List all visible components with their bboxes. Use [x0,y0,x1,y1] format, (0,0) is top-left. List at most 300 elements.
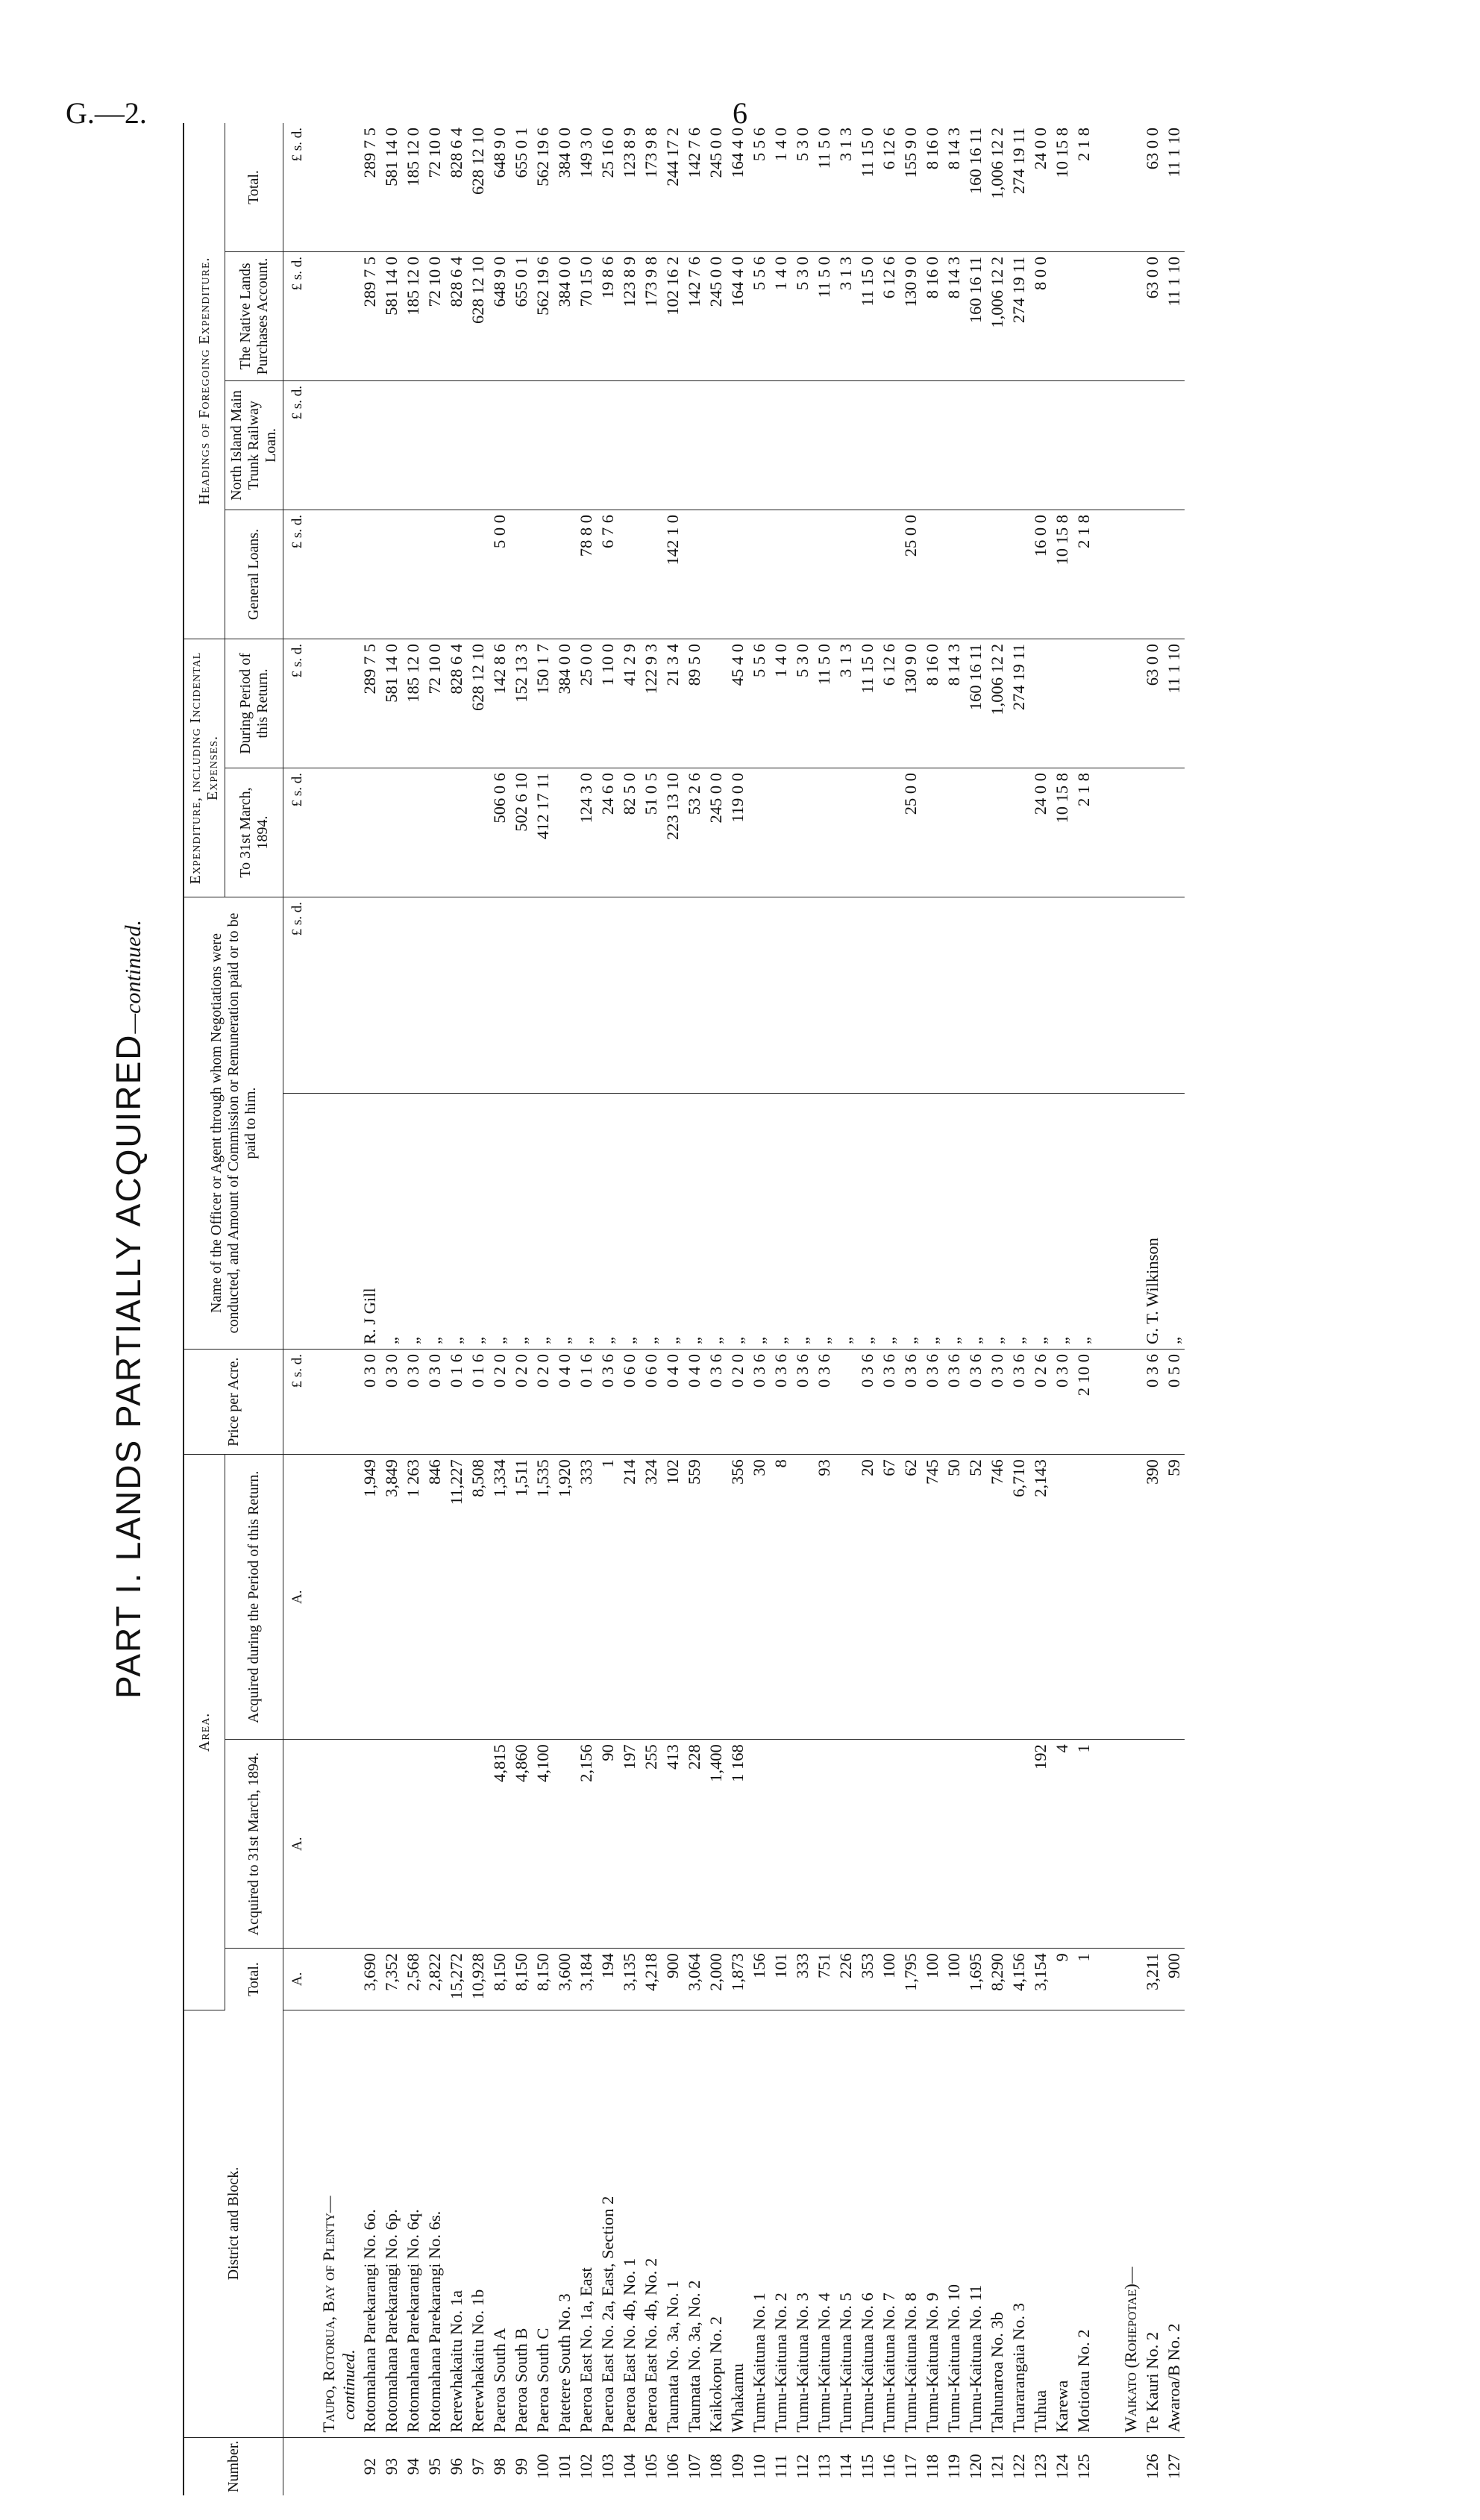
native-lands-account: 274 19 11 [1008,252,1029,381]
row-number: 107 [685,2454,703,2480]
agent-name: „ [1008,1094,1029,1350]
commission [532,897,554,1094]
row-number: 113 [815,2454,833,2479]
commission [705,897,727,1094]
total-expenditure: 123 8 9 [618,123,640,252]
general-loans [943,510,965,639]
commission [683,897,705,1094]
total-expenditure: 72 10 0 [424,123,445,252]
general-loans [986,510,1008,639]
block-name: Paeroa East No. 1a, East [575,2010,597,2437]
commission [445,897,467,1094]
col-general-loans: General Loans. [225,510,283,639]
agent-name: „ [965,1094,986,1350]
total-expenditure: 160 16 11 [965,123,986,252]
commission [791,897,813,1094]
total-expenditure: 1,006 12 2 [986,123,1008,252]
commission [618,897,640,1094]
table-row [618,123,640,2495]
north-island-loan [402,381,424,510]
acquired-period: 1,334 [489,1455,510,1740]
acquired-period: 1 [597,1455,618,1740]
area-total: 9 [1051,1949,1073,2010]
page-number: 6 [733,96,747,130]
block-name: Tumu-Kaituna No. 8 [900,2010,921,2437]
exp-to-1894 [878,768,900,897]
acquired-period: 356 [727,1455,748,1740]
row-number: 102 [577,2454,595,2480]
native-lands-account: 11 1 10 [1163,252,1185,381]
exp-period [1051,639,1073,768]
exp-to-1894: 119 0 0 [727,768,748,897]
price-per-acre: 0 3 6 [597,1350,618,1455]
price-per-acre: 0 3 6 [856,1350,878,1455]
total-expenditure: 274 19 11 [1008,123,1029,252]
row-number: 104 [620,2454,639,2480]
acquired-before [1141,1740,1163,1949]
native-lands-account: 5 3 0 [791,252,813,381]
unit: £ s. d. [283,1350,319,1455]
acquired-period: 102 [662,1455,683,1740]
north-island-loan [1008,381,1029,510]
exp-to-1894: 2 1 8 [1073,768,1094,897]
agent-name: „ [835,1094,856,1350]
table-row [986,123,1008,2495]
acquired-before: 4,815 [489,1740,510,1949]
agent-name: „ [424,1094,445,1350]
north-island-loan [878,381,900,510]
agent-name: „ [770,1094,791,1350]
exp-period: 160 16 11 [965,639,986,768]
block-name: Whakamu [727,2010,748,2437]
exp-to-1894 [856,768,878,897]
general-loans [402,510,424,639]
north-island-loan [943,381,965,510]
general-loans [921,510,943,639]
area-total: 4,218 [640,1949,662,2010]
table-row [554,123,575,2495]
exp-to-1894: 245 0 0 [705,768,727,897]
native-lands-account: 289 7 5 [359,252,380,381]
table-row [380,123,402,2495]
table-row [683,123,705,2495]
acquired-period: 1,535 [532,1455,554,1740]
commission [597,897,618,1094]
acquired-before: 413 [662,1740,683,1949]
block-name: Tumu-Kaituna No. 4 [813,2010,835,2437]
agent-name: „ [1073,1094,1094,1350]
row-number: 125 [1074,2454,1093,2480]
block-name: Te Kauri No. 2 [1141,2010,1163,2437]
area-total: 101 [770,1949,791,2010]
exp-to-1894 [791,768,813,897]
price-per-acre: 0 1 6 [445,1350,467,1455]
exp-to-1894 [748,768,770,897]
price-per-acre: 0 6 0 [640,1350,662,1455]
price-per-acre: 0 3 6 [943,1350,965,1455]
exp-to-1894 [380,768,402,897]
col-price: Price per Acre. [184,1350,283,1455]
block-name: Kaikokopu No. 2 [705,2010,727,2437]
row-number: 109 [728,2454,747,2480]
col-exp-period: During Period of this Return. [225,639,283,768]
area-total: 194 [597,1949,618,2010]
acquired-before [424,1740,445,1949]
col-native-lands: The Native Lands Purchases Account. [225,252,283,381]
block-name: Tumu-Kaituna No. 10 [943,2010,965,2437]
col-expenditure: Expenditure, including Incidental Expenses. [184,639,225,897]
acquired-before [943,1740,965,1949]
col-acq-before: Acquired to 31st March, 1894. [225,1740,283,1949]
acquired-before [1163,1740,1185,1949]
col-area: Area. [184,1455,225,2010]
acquired-before: 197 [618,1740,640,1949]
units-row [283,123,319,2495]
row-number: 106 [663,2454,682,2480]
price-per-acre: 0 2 0 [727,1350,748,1455]
acquired-before [878,1740,900,1949]
acquired-period: 1,920 [554,1455,575,1740]
row-number: 95 [425,2458,444,2475]
exp-to-1894: 412 17 11 [532,768,554,897]
price-per-acre: 0 3 6 [748,1350,770,1455]
acquired-before [402,1740,424,1949]
commission [727,897,748,1094]
exp-period: 581 14 0 [380,639,402,768]
block-name: Paeroa East No. 2a, East, Section 2 [597,2010,618,2437]
area-total: 8,290 [986,1949,1008,2010]
general-loans [727,510,748,639]
exp-to-1894: 506 0 6 [489,768,510,897]
exp-to-1894 [943,768,965,897]
total-expenditure: 581 14 0 [380,123,402,252]
acquired-period [705,1455,727,1740]
total-expenditure: 25 16 0 [597,123,618,252]
commission [986,897,1008,1094]
exp-to-1894 [986,768,1008,897]
total-expenditure: 828 6 4 [445,123,467,252]
price-per-acre [835,1350,856,1455]
commission [900,897,921,1094]
col-acq-period: Acquired during the Period of this Return. [225,1455,283,1740]
north-island-loan [791,381,813,510]
north-island-loan [986,381,1008,510]
acquired-period: 30 [748,1455,770,1740]
area-total: 226 [835,1949,856,2010]
general-loans: 2 1 8 [1073,510,1094,639]
exp-to-1894 [424,768,445,897]
acquired-period: 93 [813,1455,835,1740]
row-number: 111 [771,2454,790,2479]
area-total: 15,272 [445,1949,467,2010]
unit: £ s. d. [283,768,319,897]
table-row [445,123,467,2495]
commission [510,897,532,1094]
table-row [1141,123,1163,2495]
north-island-loan [727,381,748,510]
agent-name: G. T. Wilkinson [1141,1094,1163,1350]
acquired-before [965,1740,986,1949]
native-lands-account: 3 1 3 [835,252,856,381]
native-lands-account: 11 15 0 [856,252,878,381]
table-row [727,123,748,2495]
north-island-loan [1051,381,1073,510]
total-expenditure: 1 4 0 [770,123,791,252]
general-loans [748,510,770,639]
exp-to-1894: 124 3 0 [575,768,597,897]
acquired-before [835,1740,856,1949]
north-island-loan [467,381,489,510]
block-name: Rerewhakaitu No. 1b [467,2010,489,2437]
general-loans [791,510,813,639]
table-row [1008,123,1029,2495]
native-lands-account: 1 4 0 [770,252,791,381]
north-island-loan [1029,381,1051,510]
rotated-page [108,123,1406,2495]
exp-period: 828 6 4 [445,639,467,768]
table-row [856,123,878,2495]
row-number: 118 [923,2454,941,2479]
exp-period: 130 9 0 [900,639,921,768]
acquired-before: 90 [597,1740,618,1949]
acquired-before [900,1740,921,1949]
block-name: Karewa [1051,2010,1073,2437]
price-per-acre: 0 3 6 [900,1350,921,1455]
block-name: Paeroa East No. 4b, No. 2 [640,2010,662,2437]
general-loans [640,510,662,639]
north-island-loan [900,381,921,510]
north-island-loan [618,381,640,510]
area-total: 8,150 [510,1949,532,2010]
total-expenditure: 384 0 0 [554,123,575,252]
commission [662,897,683,1094]
north-island-loan [770,381,791,510]
native-lands-account: 11 5 0 [813,252,835,381]
agent-name: „ [532,1094,554,1350]
table-row [640,123,662,2495]
general-loans [835,510,856,639]
price-per-acre: 0 1 6 [575,1350,597,1455]
north-island-loan [835,381,856,510]
total-expenditure: 149 3 0 [575,123,597,252]
exp-period: 1 4 0 [770,639,791,768]
agent-name: „ [813,1094,835,1350]
north-island-loan [705,381,727,510]
exp-to-1894: 24 6 0 [597,768,618,897]
exp-to-1894: 82 5 0 [618,768,640,897]
table-row [402,123,424,2495]
price-per-acre: 0 3 0 [1051,1350,1073,1455]
exp-to-1894: 223 13 10 [662,768,683,897]
table-row [575,123,597,2495]
total-expenditure: 24 0 0 [1029,123,1051,252]
north-island-loan [683,381,705,510]
agent-name: „ [575,1094,597,1350]
exp-period [705,639,727,768]
commission [943,897,965,1094]
area-total: 3,064 [683,1949,705,2010]
acquired-before [791,1740,813,1949]
area-total: 8,150 [532,1949,554,2010]
exp-period: 122 9 3 [640,639,662,768]
commission [748,897,770,1094]
exp-period: 289 7 5 [359,639,380,768]
agent-name: „ [662,1094,683,1350]
table-row [748,123,770,2495]
general-loans [424,510,445,639]
native-lands-account: 655 0 1 [510,252,532,381]
native-lands-account: 6 12 6 [878,252,900,381]
block-name: Awaroa/B No. 2 [1163,2010,1185,2437]
north-island-loan [510,381,532,510]
area-total: 2,822 [424,1949,445,2010]
acquired-period [1073,1455,1094,1740]
native-lands-account: 581 14 0 [380,252,402,381]
acquired-before [445,1740,467,1949]
col-district: District and Block. [184,2010,283,2437]
total-expenditure: 6 12 6 [878,123,900,252]
row-number: 120 [966,2454,985,2480]
total-expenditure: 3 1 3 [835,123,856,252]
block-name: Paeroa South C [532,2010,554,2437]
block-name: Paeroa South A [489,2010,510,2437]
price-per-acre: 0 2 6 [1029,1350,1051,1455]
acquired-period: 8,508 [467,1455,489,1740]
col-headings: Headings of Foregoing Expenditure. [184,123,225,639]
exp-period: 628 12 10 [467,639,489,768]
acquired-period: 745 [921,1455,943,1740]
general-loans [1163,510,1185,639]
acquired-before: 4 [1051,1740,1073,1949]
north-island-loan [813,381,835,510]
price-per-acre: 0 3 6 [1141,1350,1163,1455]
native-lands-account: 70 15 0 [575,252,597,381]
acquired-before [856,1740,878,1949]
commission [554,897,575,1094]
area-total: 2,568 [402,1949,424,2010]
agent-name: „ [1163,1094,1185,1350]
exp-to-1894 [445,768,467,897]
exp-period: 142 8 6 [489,639,510,768]
general-loans [618,510,640,639]
north-island-loan [424,381,445,510]
price-per-acre: 0 4 0 [662,1350,683,1455]
price-per-acre: 0 2 0 [510,1350,532,1455]
exp-period: 6 12 6 [878,639,900,768]
native-lands-account: 245 0 0 [705,252,727,381]
price-per-acre: 0 3 6 [770,1350,791,1455]
block-name: Rotomahana Parekarangi No. 6o. [359,2010,380,2437]
row-number: 123 [1031,2454,1050,2480]
north-island-loan [856,381,878,510]
commission [402,897,424,1094]
exp-to-1894 [921,768,943,897]
acquired-before: 228 [683,1740,705,1949]
block-name: Patetere South No. 3 [554,2010,575,2437]
general-loans: 78 8 0 [575,510,597,639]
price-per-acre: 0 3 6 [965,1350,986,1455]
acquired-before [921,1740,943,1949]
agent-name: „ [705,1094,727,1350]
commission [1163,897,1185,1094]
north-island-loan [965,381,986,510]
general-loans [1008,510,1029,639]
price-per-acre: 0 5 0 [1163,1350,1185,1455]
commission [856,897,878,1094]
block-name: Rotomahana Parekarangi No. 6p. [380,2010,402,2437]
acquired-period [835,1455,856,1740]
price-per-acre: 0 3 6 [878,1350,900,1455]
area-total: 900 [662,1949,683,2010]
commission [1051,897,1073,1094]
acquired-before: 2,156 [575,1740,597,1949]
agent-name: „ [683,1094,705,1350]
price-per-acre: 0 3 0 [986,1350,1008,1455]
price-per-acre: 0 4 0 [683,1350,705,1455]
row-number: 96 [447,2458,465,2475]
total-expenditure: 648 9 0 [489,123,510,252]
price-per-acre: 0 1 6 [467,1350,489,1455]
total-expenditure: 245 0 0 [705,123,727,252]
commission [965,897,986,1094]
commission [921,897,943,1094]
row-number: 110 [750,2454,768,2479]
agent-name: „ [1029,1094,1051,1350]
total-expenditure: 173 9 8 [640,123,662,252]
agent-name: „ [727,1094,748,1350]
north-island-loan [1141,381,1163,510]
row-number: 103 [598,2454,617,2480]
area-total: 1,795 [900,1949,921,2010]
agent-name: „ [943,1094,965,1350]
block-name: Rotomahana Parekarangi No. 6q. [402,2010,424,2437]
table-row [467,123,489,2495]
agent-name: „ [640,1094,662,1350]
exp-to-1894 [554,768,575,897]
north-island-loan [380,381,402,510]
exp-to-1894: 51 0 5 [640,768,662,897]
agent-name: „ [748,1094,770,1350]
row-number: 92 [360,2458,379,2475]
exp-period: 274 19 11 [1008,639,1029,768]
row-number: 99 [512,2458,530,2475]
row-number: 119 [944,2454,963,2479]
total-expenditure: 289 7 5 [359,123,380,252]
exp-period: 25 0 0 [575,639,597,768]
row-number: 97 [468,2458,487,2475]
native-lands-account: 164 4 0 [727,252,748,381]
commission [640,897,662,1094]
commission [359,897,380,1094]
unit: £ s. d. [283,510,319,639]
unit: £ s. d. [283,381,319,510]
acquired-before: 1 168 [727,1740,748,1949]
table-row [1029,123,1051,2495]
row-number: 105 [642,2454,660,2480]
col-agent: Name of the Officer or Agent through whom Negotiations were conducted, and Amount of Commission or Remuneration paid or to be paid to him. [184,897,283,1350]
commission [489,897,510,1094]
native-lands-account: 19 8 6 [597,252,618,381]
native-lands-account: 8 14 3 [943,252,965,381]
acquired-period: 8 [770,1455,791,1740]
general-loans [965,510,986,639]
exp-to-1894 [402,768,424,897]
exp-period: 5 3 0 [791,639,813,768]
exp-period [1029,639,1051,768]
native-lands-account: 142 7 6 [683,252,705,381]
unit: £ s. d. [283,252,319,381]
exp-period: 41 2 9 [618,639,640,768]
